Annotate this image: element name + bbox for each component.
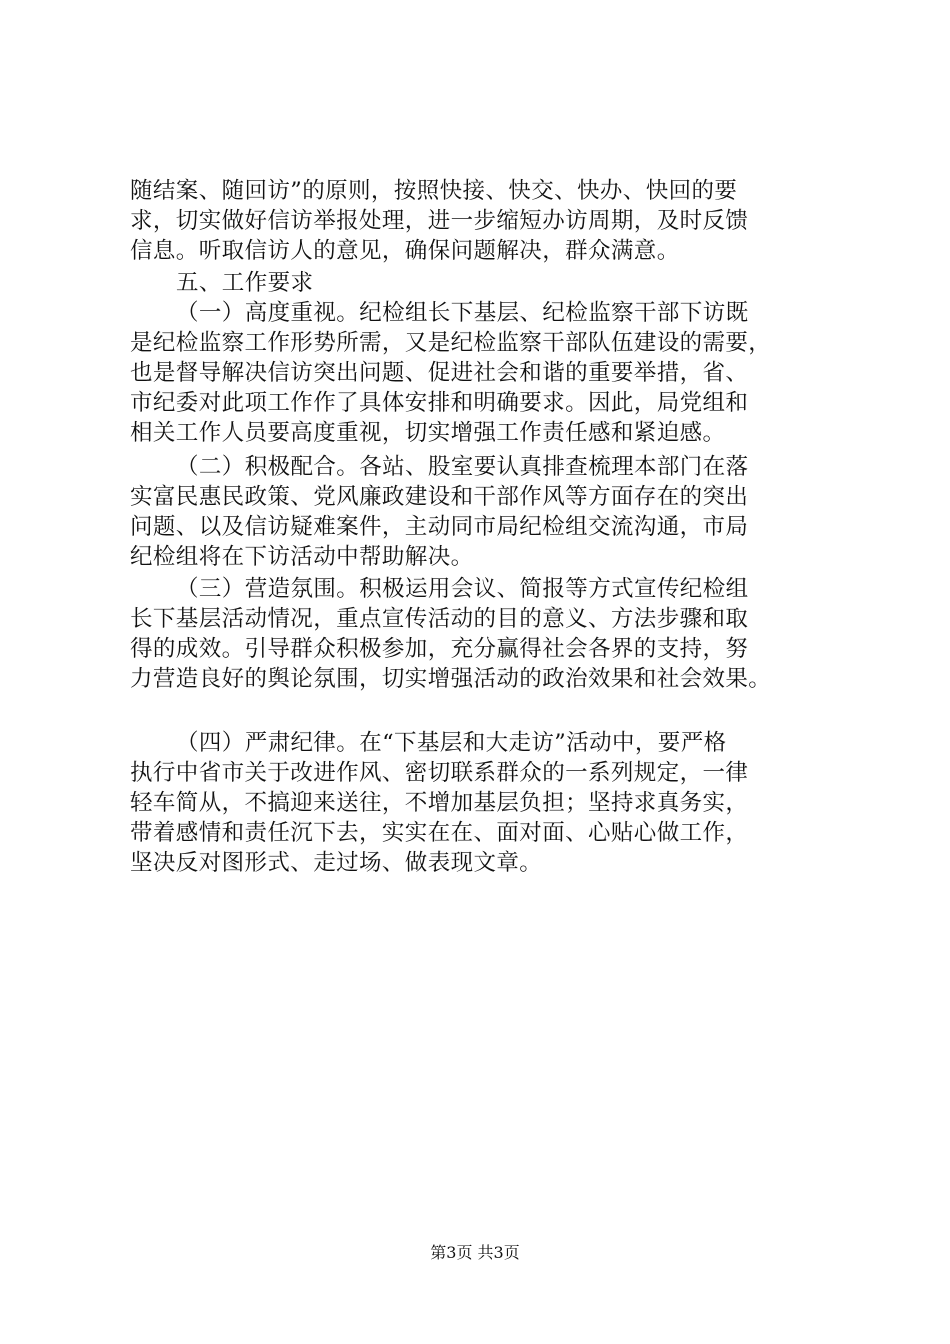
text-line: （一）高度重视。纪检组长下基层、纪检监察干部下访既: [176, 300, 749, 326]
text-line: 长下基层活动情况，重点宣传活动的目的意义、方法步骤和取: [130, 606, 749, 632]
text-line: 轻车简从，不搞迎来送往，不增加基层负担；坚持求真务实，: [130, 790, 749, 816]
text-line: （三）营造氛围。积极运用会议、简报等方式宣传纪检组: [176, 576, 749, 602]
text-line: 市纪委对此项工作作了具体安排和明确要求。因此，局党组和: [130, 390, 749, 416]
text-line: （四）严肃纪律。在“下基层和大走访”活动中，要严格: [176, 730, 727, 756]
text-line: 实富民惠民政策、党风廉政建设和干部作风等方面存在的突出: [130, 484, 749, 510]
text-line: 求，切实做好信访举报处理，进一步缩短办访周期，及时反馈: [130, 208, 749, 234]
text-line: 信息。听取信访人的意见，确保问题解决，群众满意。: [130, 238, 680, 264]
text-line: 执行中省市关于改进作风、密切联系群众的一系列规定，一律: [130, 760, 749, 786]
text-line: 是纪检监察工作形势所需，又是纪检监察干部队伍建设的需要，: [130, 330, 772, 356]
section-heading: 五、工作要求: [176, 270, 314, 296]
text-line: 也是督导解决信访突出问题、促进社会和谐的重要举措，省、: [130, 360, 749, 386]
text-line: 纪检组将在下访活动中帮助解决。: [130, 544, 474, 570]
text-line: 坚决反对图形式、走过场、做表现文章。: [130, 850, 543, 876]
text-line: 相关工作人员要高度重视，切实增强工作责任感和紧迫感。: [130, 420, 726, 446]
page-number-footer: 第3页 共3页: [430, 1243, 520, 1262]
text-line: 带着感情和责任沉下去，实实在在、面对面、心贴心做工作，: [130, 820, 749, 846]
text-line: 随结案、随回访”的原则，按照快接、快交、快办、快回的要: [130, 178, 738, 204]
text-line: 问题、以及信访疑难案件，主动同市局纪检组交流沟通，市局: [130, 514, 749, 540]
text-line: 力营造良好的舆论氛围，切实增强活动的政治效果和社会效果。: [130, 666, 772, 692]
text-line: 得的成效。引导群众积极参加，充分赢得社会各界的支持，努: [130, 636, 749, 662]
text-line: （二）积极配合。各站、股室要认真排查梳理本部门在落: [176, 454, 749, 480]
